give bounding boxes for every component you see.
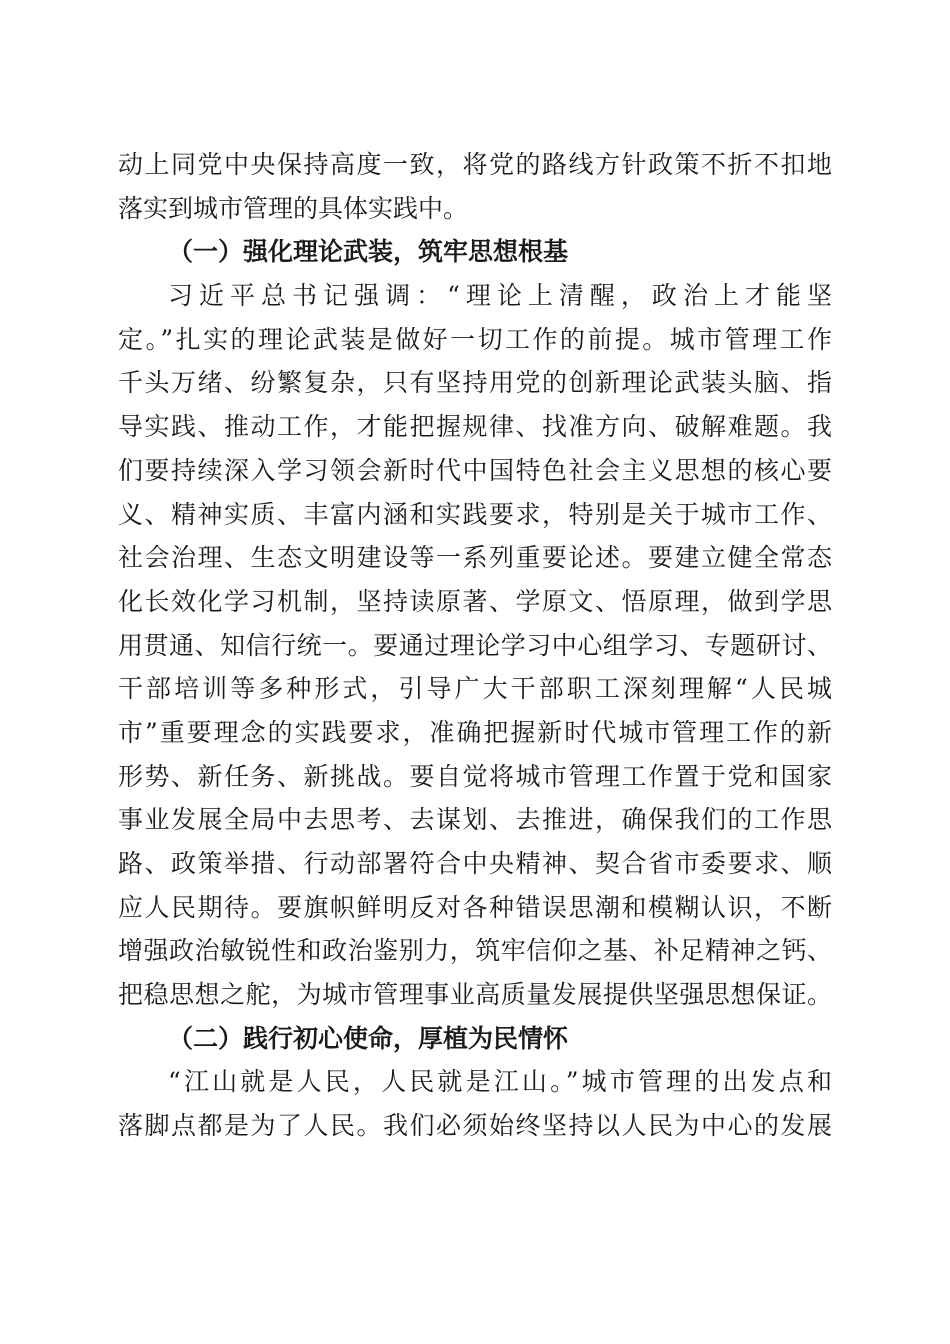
paragraph-people: [118, 1060, 832, 1147]
text-line: 千头万绪、纷繁复杂，只有坚持用党的创新理论武装头脑、指: [118, 368, 832, 398]
text-line: 义、精神实质、丰富内涵和实践要求，特别是关于城市工作、: [118, 499, 832, 529]
paragraph-continuation: [118, 143, 832, 230]
document-body: [118, 143, 832, 1148]
section-heading-1: （一）强化理论武装，筑牢思想根基: [168, 237, 569, 267]
text-line: 定。”扎实的理论武装是做好一切工作的前提。城市管理工作: [118, 324, 832, 354]
text-line: 形势、新任务、新挑战。要自觉将城市管理工作置于党和国家: [118, 761, 832, 791]
text-line: 事业发展全局中去思考、去谋划、去推进，确保我们的工作思: [118, 805, 832, 835]
text-line: 干部培训等多种形式，引导广大干部职工深刻理解“人民城: [118, 674, 832, 704]
text-line: 用贯通、知信行统一。要通过理论学习中心组学习、专题研讨、: [118, 630, 832, 660]
text-line: 应人民期待。要旗帜鲜明反对各种错误思潮和模糊认识，不断: [118, 892, 832, 922]
text-line: 市”重要理念的实践要求，准确把握新时代城市管理工作的新: [118, 717, 832, 747]
text-line: 动上同党中央保持高度一致，将党的路线方针政策不折不扣地: [118, 150, 832, 179]
text-line: 社会治理、生态文明建设等一系列重要论述。要建立健全常态: [118, 543, 832, 573]
text-line: 们要持续深入学习领会新时代中国特色社会主义思想的核心要: [118, 455, 832, 485]
text-line: 导实践、推动工作，才能把握规律、找准方向、破解难题。我: [118, 412, 832, 442]
text-line: “江山就是人民，人民就是江山。”城市管理的出发点和: [168, 1067, 832, 1097]
text-line: 化长效化学习机制，坚持读原著、学原文、悟原理，做到学思: [118, 586, 832, 616]
text-line: 把稳思想之舵，为城市管理事业高质量发展提供坚强思想保证。: [118, 980, 832, 1010]
text-line: 路、政策举措、行动部署符合中央精神、契合省市委要求、顺: [118, 849, 832, 878]
section-heading-2: （二）践行初心使命，厚植为民情怀: [168, 1023, 569, 1053]
text-line: 落实到城市管理的具体实践中。: [118, 193, 469, 223]
text-line: 落脚点都是为了人民。我们必须始终坚持以人民为中心的发展: [118, 1111, 832, 1141]
paragraph-theory: [118, 274, 832, 1017]
text-line: 增强政治敏锐性和政治鉴别力，筑牢信仰之基、补足精神之钙、: [118, 936, 832, 966]
text-line: 习近平总书记强调：“理论上清醒，政治上才能坚: [168, 281, 832, 311]
